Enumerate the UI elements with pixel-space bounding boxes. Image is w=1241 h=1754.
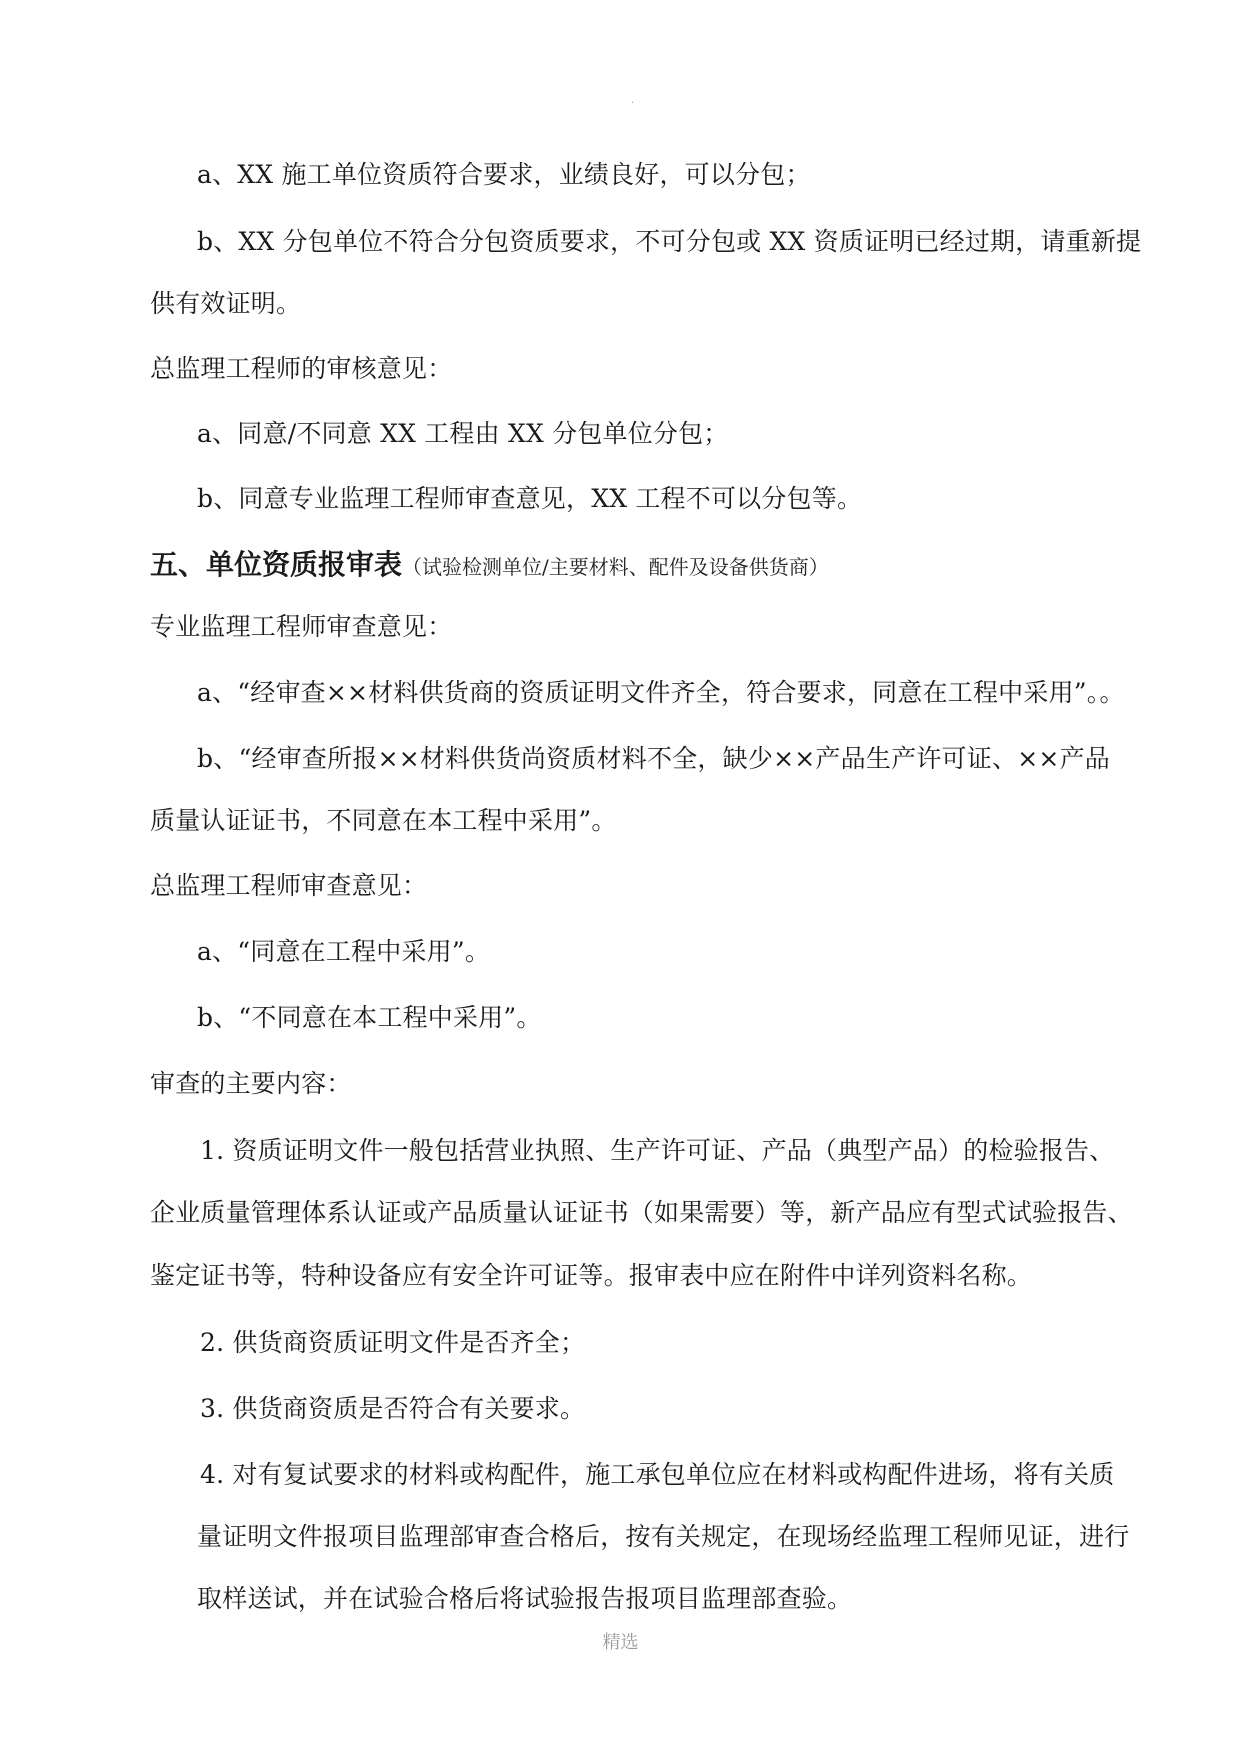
prof-review-label: 专业监理工程师审查意见：: [150, 612, 453, 641]
section-subtitle: （试验检测单位/主要材料、配件及设备供货商）: [402, 555, 829, 579]
item4-line1: 4. 对有复试要求的材料或构配件，施工承包单位应在材料或构配件进场，将有关质: [200, 1460, 1115, 1489]
item2: 2. 供货商资质证明文件是否齐全；: [200, 1328, 586, 1357]
chief-review2-label: 总监理工程师审查意见：: [150, 871, 428, 900]
chief-review2-a: a、“同意在工程中采用”。: [197, 937, 491, 966]
paragraph-subcontract-b-line2: 供有效证明。: [150, 289, 302, 318]
item3: 3. 供货商资质是否符合有关要求。: [200, 1394, 586, 1423]
item1-line1: 1. 资质证明文件一般包括营业执照、生产许可证、产品（典型产品）的检验报告、: [200, 1136, 1115, 1165]
section-heading: [150, 548, 829, 586]
chief-review-a: a、同意/不同意 XX 工程由 XX 分包单位分包；: [197, 419, 729, 448]
paragraph-subcontract-b-line1: b、XX 分包单位不符合分包资质要求，不可分包或 XX 资质证明已经过期，请重新提: [197, 227, 1142, 256]
prof-review-b-line1: b、“经审查所报××材料供货尚资质材料不全，缺少××产品生产许可证、××产品: [197, 744, 1110, 773]
item1-line3: 鉴定证书等，特种设备应有安全许可证等。报审表中应在附件中详列资料名称。: [150, 1261, 1033, 1290]
header-mark: ·: [631, 98, 635, 109]
paragraph-subcontract-a: a、XX 施工单位资质符合要求，业绩良好，可以分包；: [197, 160, 811, 189]
main-content-label: 审查的主要内容：: [150, 1069, 352, 1098]
chief-review2-b: b、“不同意在本工程中采用”。: [197, 1003, 542, 1032]
footer-label: 精选: [602, 1632, 639, 1653]
prof-review-a: a、“经审查××材料供货商的资质证明文件齐全，符合要求，同意在工程中采用”。。: [197, 678, 1125, 707]
item4-line2: 量证明文件报项目监理部审查合格后，按有关规定，在现场经监理工程师见证，进行: [197, 1522, 1130, 1551]
item1-line2: 企业质量管理体系认证或产品质量认证证书（如果需要）等，新产品应有型式试验报告、: [150, 1198, 1133, 1227]
prof-review-b-line2: 质量认证证书，不同意在本工程中采用”。: [150, 806, 617, 835]
section-title: 五、单位资质报审表: [150, 548, 403, 581]
chief-review-b: b、同意专业监理工程师审查意见，XX 工程不可以分包等。: [197, 484, 863, 513]
item4-line3: 取样送试，并在试验合格后将试验报告报项目监理部查验。: [197, 1584, 853, 1613]
chief-review-label: 总监理工程师的审核意见：: [150, 354, 453, 383]
